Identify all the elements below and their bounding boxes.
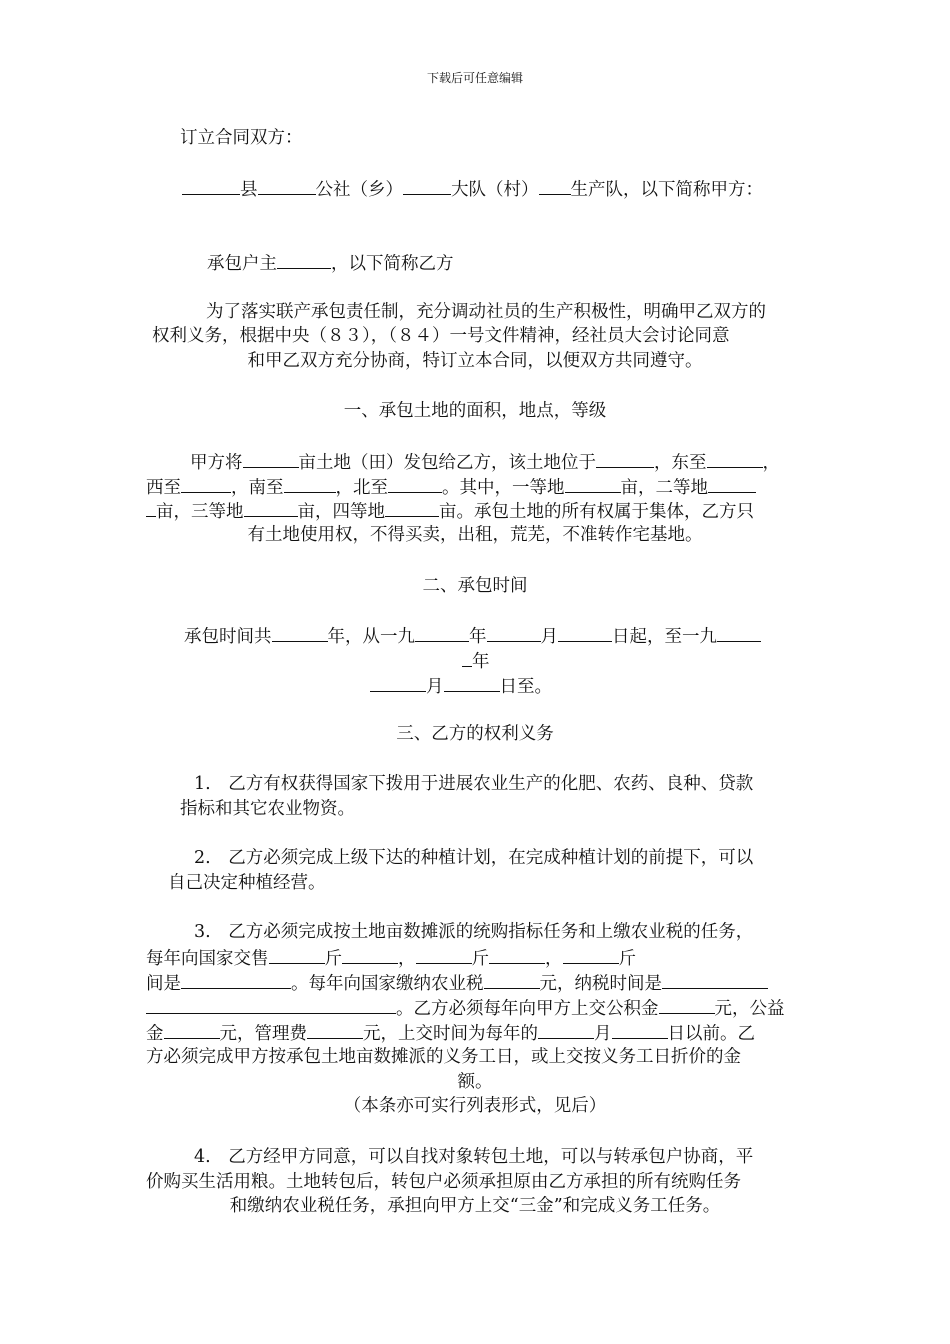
blank[interactable] — [558, 623, 612, 642]
blank[interactable] — [462, 648, 472, 667]
intro-line: 权利义务，根据中央（８３），（８４）一号文件精神，经社员大会讨论同意 — [152, 326, 730, 346]
blank-brigade[interactable] — [403, 176, 451, 195]
s3-item-1: 1. 乙方有权获得国家下拨用于进展农业生产的化肥、农药、良种、贷款 — [194, 774, 754, 794]
s1-line: 亩，三等地 亩，四等地 亩。承包土地的所有权属于集体，乙方只 — [146, 498, 754, 524]
blank[interactable] — [563, 945, 619, 964]
blank[interactable] — [181, 970, 291, 989]
blank-household-head[interactable] — [277, 250, 331, 269]
blank-team[interactable] — [539, 176, 571, 195]
s1-line: 甲方将 亩土地（田）发包给乙方，该土地位于 ，东至 ， — [190, 449, 780, 475]
s3-item-3: 金 元，管理费 元，上交时间为每年的 月 日以前。乙 — [146, 1020, 755, 1046]
blank-county[interactable] — [182, 176, 240, 195]
s3-item-3: 间是 。每年向国家缴纳农业税 元，纳税时间是 — [146, 970, 768, 996]
blank[interactable] — [284, 474, 336, 493]
blank[interactable] — [243, 449, 299, 468]
intro-line: 为了落实联产承包责任制，充分调动社员的生产积极性，明确甲乙双方的 — [206, 302, 766, 322]
blank[interactable] — [269, 945, 325, 964]
blank[interactable] — [388, 474, 442, 493]
blank[interactable] — [342, 945, 398, 964]
blank[interactable] — [538, 1020, 594, 1039]
blank[interactable] — [146, 995, 396, 1014]
s2-line: 年 — [462, 648, 490, 674]
parties-label: 订立合同双方： — [180, 128, 303, 148]
blank[interactable] — [146, 498, 156, 517]
blank[interactable] — [307, 1020, 363, 1039]
s1-line: 有土地使用权，不得买卖，出租，荒芜，不准转作宅基地。 — [247, 525, 703, 545]
s2-line: 月 日至。 — [370, 673, 552, 699]
s1-line: 西至 ，南至 ，北至 。其中，一等地 亩，二等地 — [146, 474, 756, 500]
section-2-title: 二、承包时间 — [422, 576, 528, 596]
blank[interactable] — [272, 623, 328, 642]
s3-item-3: 额。 — [457, 1072, 493, 1092]
blank[interactable] — [487, 623, 541, 642]
s3-item-3: 3. 乙方必须完成按土地亩数摊派的统购指标任务和上缴农业税的任务， — [194, 922, 754, 942]
blank[interactable] — [707, 449, 763, 468]
party-b-line: 承包户主 ，以下简称乙方 — [207, 250, 454, 276]
blank[interactable] — [385, 498, 439, 517]
blank[interactable] — [708, 474, 756, 493]
party-a-line: 县 公社（乡） 大队（村） 生产队，以下简称甲方： — [182, 176, 763, 202]
intro-line: 和甲乙双方充分协商，特订立本合同，以便双方共同遵守。 — [247, 351, 703, 371]
s3-item-3: 方必须完成甲方按承包土地亩数摊派的义务工日，或上交按义务工日折价的金 — [146, 1047, 741, 1067]
s3-item-2: 自己决定种植经营。 — [168, 873, 326, 893]
blank[interactable] — [717, 623, 761, 642]
section-1-title: 一、承包土地的面积，地点，等级 — [343, 401, 607, 421]
blank[interactable] — [164, 1020, 220, 1039]
blank[interactable] — [244, 498, 298, 517]
blank[interactable] — [659, 995, 715, 1014]
s2-line: 承包时间共 年，从一九 年 月 日起，至一九 — [184, 623, 761, 649]
blank[interactable] — [416, 945, 472, 964]
blank[interactable] — [489, 945, 545, 964]
blank[interactable] — [565, 474, 621, 493]
blank[interactable] — [181, 474, 231, 493]
s3-item-4: 和缴纳农业税任务，承担向甲方上交“三金”和完成义务工任务。 — [229, 1196, 721, 1216]
blank[interactable] — [444, 673, 500, 692]
s3-item-4: 4. 乙方经甲方同意，可以自找对象转包土地，可以与转承包户协商，平 — [194, 1147, 754, 1167]
blank[interactable] — [370, 673, 426, 692]
blank[interactable] — [596, 449, 654, 468]
s3-item-3: 。乙方必须每年向甲方上交公积金 元，公益 — [146, 995, 785, 1021]
s3-item-1: 指标和其它农业物资。 — [180, 799, 355, 819]
page-header: 下载后可任意编辑 — [426, 71, 523, 85]
s3-note: （本条亦可实行列表形式，见后） — [343, 1096, 607, 1116]
blank[interactable] — [662, 970, 768, 989]
blank[interactable] — [415, 623, 469, 642]
s3-item-4: 价购买生活用粮。土地转包后，转包户必须承担原由乙方承担的所有统购任务 — [146, 1172, 741, 1192]
blank[interactable] — [612, 1020, 668, 1039]
s3-item-3: 每年向国家交售 斤 ， 斤 ， 斤 — [146, 945, 636, 971]
blank[interactable] — [484, 970, 540, 989]
section-3-title: 三、乙方的权利义务 — [396, 724, 554, 744]
s3-item-2: 2. 乙方必须完成上级下达的种植计划，在完成种植计划的前提下，可以 — [194, 848, 754, 868]
blank-commune[interactable] — [258, 176, 316, 195]
